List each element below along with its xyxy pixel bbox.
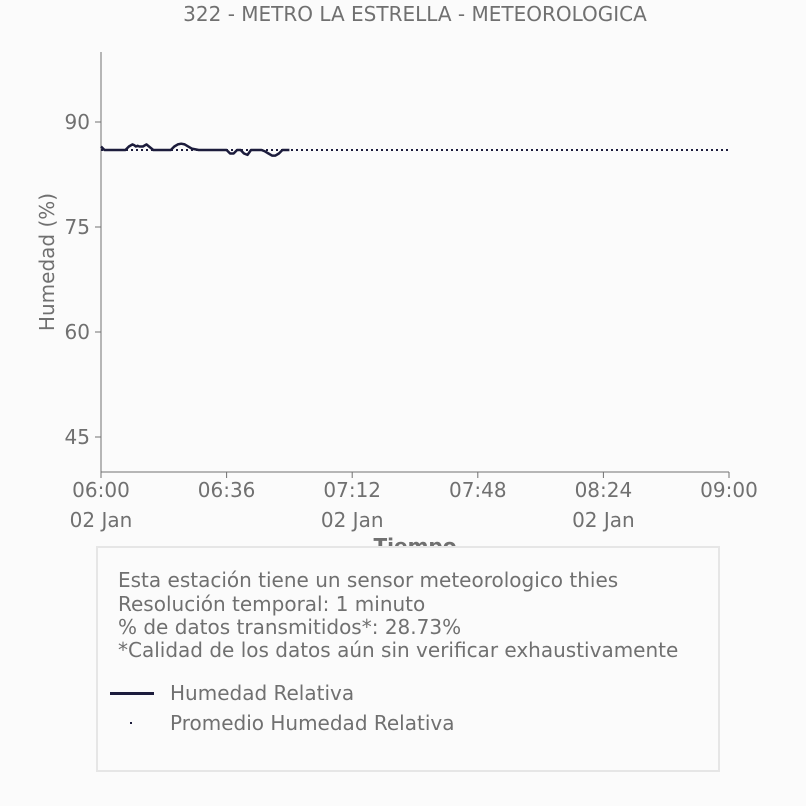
legend-line-swatch: [110, 692, 154, 695]
x-tick-date-label: 02 Jan: [320, 508, 384, 532]
x-tick-time-label: 06:00: [72, 478, 130, 502]
x-tick-date-label: 02 Jan: [69, 508, 133, 532]
x-axis-ticks: [70, 472, 758, 532]
x-tick-time-label: 06:36: [197, 478, 256, 502]
x-tick-time-label: 09:00: [700, 478, 758, 502]
info-transmitted-text: % de datos transmitidos*: 28.73%: [118, 615, 462, 639]
series-layer: [101, 144, 729, 156]
x-tick-time-label: 07:12: [323, 478, 382, 502]
info-legend-box: [96, 546, 720, 772]
chart-title: 322 - METRO LA ESTRELLA - METEOROLOGICA: [183, 2, 647, 26]
y-tick-label: 60: [64, 320, 90, 344]
legend-label-average: Promedio Humedad Relativa: [170, 711, 455, 735]
x-tick-time-label: 08:24: [574, 478, 633, 502]
y-axis-ticks: [65, 110, 101, 449]
info-sensor-text: Esta estación tiene un sensor meteorologico thies: [118, 568, 619, 592]
y-axis-label: Humedad (%): [35, 192, 59, 332]
x-tick-time-label: 07:48: [448, 478, 507, 502]
legend-label-humidity: Humedad Relativa: [170, 681, 355, 705]
y-tick-label: 90: [64, 110, 90, 134]
y-tick-label: 45: [64, 425, 90, 449]
info-resolution-text: Resolución temporal: 1 minuto: [118, 592, 426, 616]
y-tick-label: 75: [64, 215, 90, 239]
info-quality-text: *Calidad de los datos aún sin verificar exhaustivamente: [118, 638, 679, 662]
legend-dot-swatch: [130, 722, 132, 724]
x-tick-date-label: 02 Jan: [572, 508, 635, 532]
